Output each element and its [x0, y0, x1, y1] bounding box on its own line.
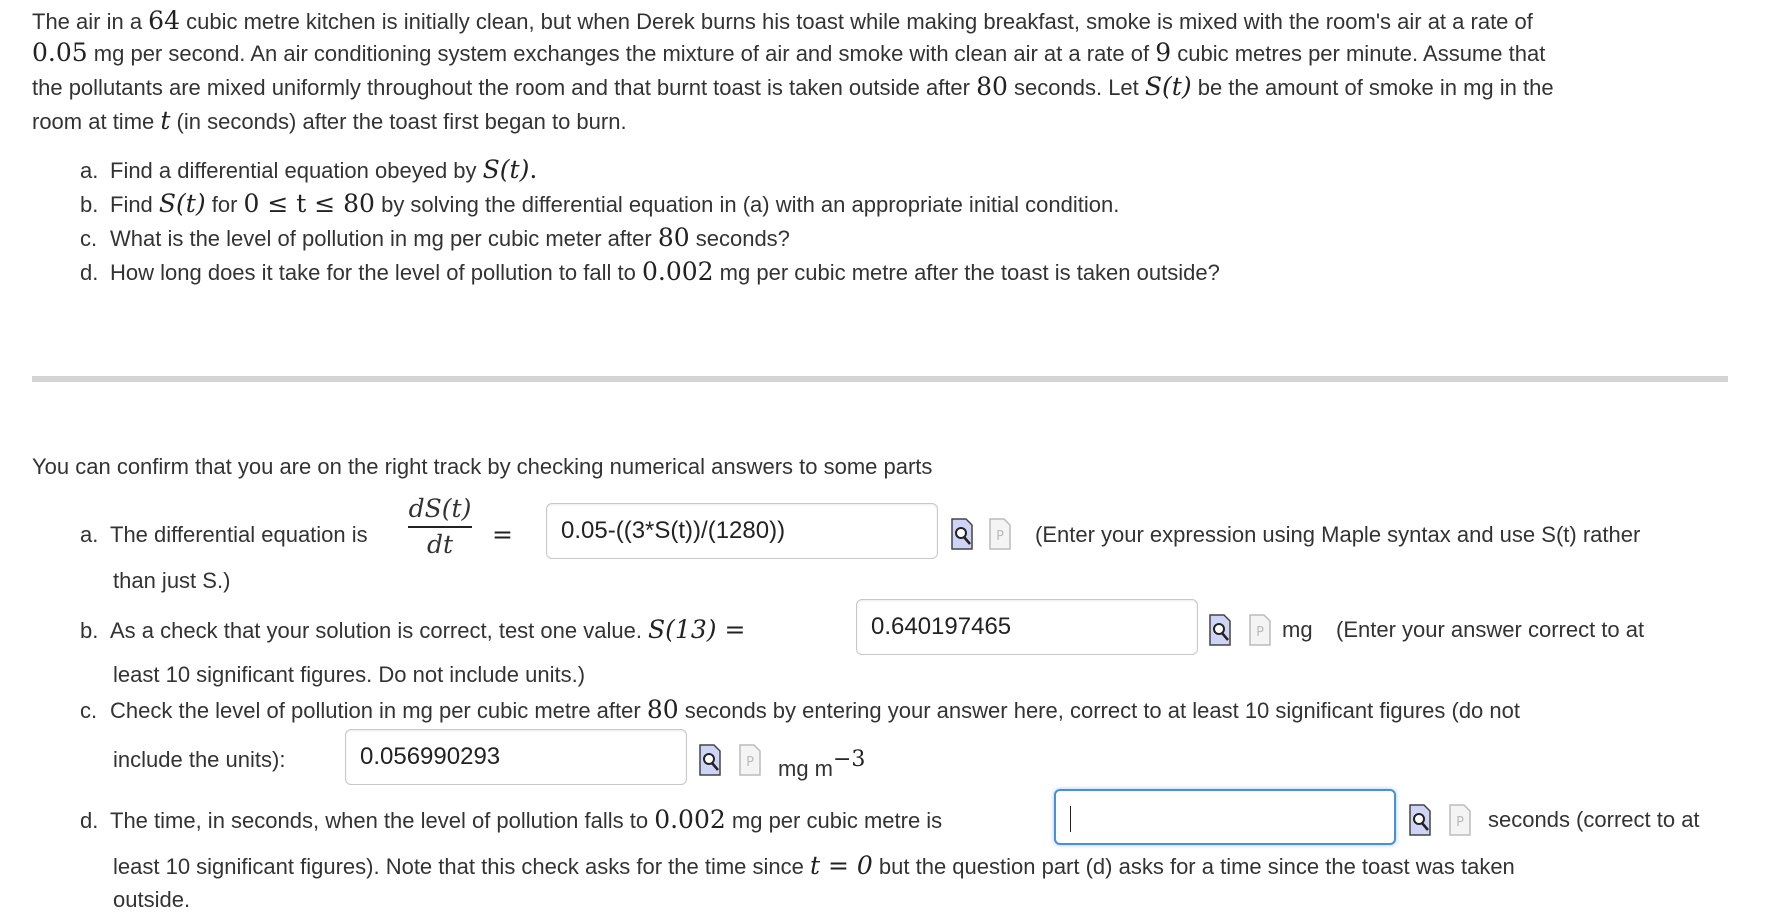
question-part-d: d. How long does it take for the level of pollution to fall to 0.002 mg per cubic metre after the toast is taken outside? [80, 257, 1220, 286]
preview-icon[interactable] [1408, 804, 1432, 836]
derivative-fraction: dS(t) dt [408, 494, 472, 559]
svg-text:P: P [1456, 815, 1464, 830]
preview-icon[interactable] [698, 744, 722, 776]
maple-syntax-help-icon[interactable] [1448, 804, 1472, 836]
check-d-note-cont: outside. [113, 887, 191, 912]
problem-line-3: the pollutants are mixed uniformly throughout the room and that burnt toast is taken outside after 80 seconds. Let S(t) be the amount of smoke in mg in the [32, 72, 1554, 101]
check-a-hint: (Enter your expression using Maple syntax and use S(t) rather [1035, 522, 1641, 547]
svg-text:P: P [746, 755, 754, 770]
check-c-label-cont: include the units): [113, 747, 286, 772]
preview-icon[interactable] [1208, 614, 1232, 646]
maple-syntax-help-icon[interactable] [988, 518, 1012, 550]
preview-icon[interactable] [950, 518, 974, 550]
maple-syntax-help-icon[interactable] [738, 744, 762, 776]
differential-equation-input[interactable] [546, 503, 938, 559]
maple-syntax-help-icon[interactable] [1248, 614, 1272, 646]
equals-sign: = [492, 520, 513, 549]
question-part-c: c. What is the level of pollution in mg per cubic meter after 80 seconds? [80, 223, 790, 252]
question-part-a: a. Find a differential equation obeyed by S(t). [80, 155, 538, 184]
check-d-unit: seconds (correct to at [1488, 807, 1700, 832]
problem-line-4: room at time t (in seconds) after the toast first began to burn. [32, 106, 627, 135]
time-to-threshold-input[interactable] [1054, 789, 1396, 845]
check-d-note: least 10 significant figures). Note that this check asks for the time since t = 0 but the question part (d) asks for a time since the toast was taken [113, 851, 1515, 880]
check-d-label: d. The time, in seconds, when the level of pollution falls to 0.002 mg per cubic metre is [80, 805, 943, 834]
check-intro: You can confirm that you are on the right track by checking numerical answers to some parts [32, 454, 933, 479]
check-b-hint: (Enter your answer correct to at [1336, 617, 1645, 642]
check-a-label: a. The differential equation is [80, 522, 368, 547]
svg-text:P: P [996, 529, 1004, 544]
pollution-level-input[interactable] [345, 729, 687, 785]
question-part-b: b. Find S(t) for 0 ≤ t ≤ 80 by solving the differential equation in (a) with an appropriate initial condition. [80, 189, 1120, 218]
check-b-label: b. As a check that your solution is correct, test one value. S(13) = [80, 615, 746, 644]
check-b-hint-cont: least 10 significant figures. Do not include units.) [113, 662, 586, 687]
problem-line-2: 0.05 mg per second. An air conditioning system exchanges the mixture of air and smoke with clean air at a rate of 9 cubic metres per minute. Assume that [32, 38, 1546, 67]
check-a-hint-cont: than just S.) [113, 568, 231, 593]
s13-value-input[interactable] [856, 599, 1198, 655]
check-c-label: c. Check the level of pollution in mg per cubic metre after 80 seconds by entering your answer here, correct to at least 10 significant figures (do not [80, 695, 1520, 724]
svg-text:P: P [1256, 625, 1264, 640]
section-divider [32, 376, 1728, 382]
check-b-unit: mg [1282, 617, 1313, 642]
problem-line-1: The air in a 64 cubic metre kitchen is initially clean, but when Derek burns his toast while making breakfast, smoke is mixed with the room's air at a rate of [32, 6, 1533, 35]
check-c-unit: mg $m^{-3}$ [778, 747, 866, 781]
